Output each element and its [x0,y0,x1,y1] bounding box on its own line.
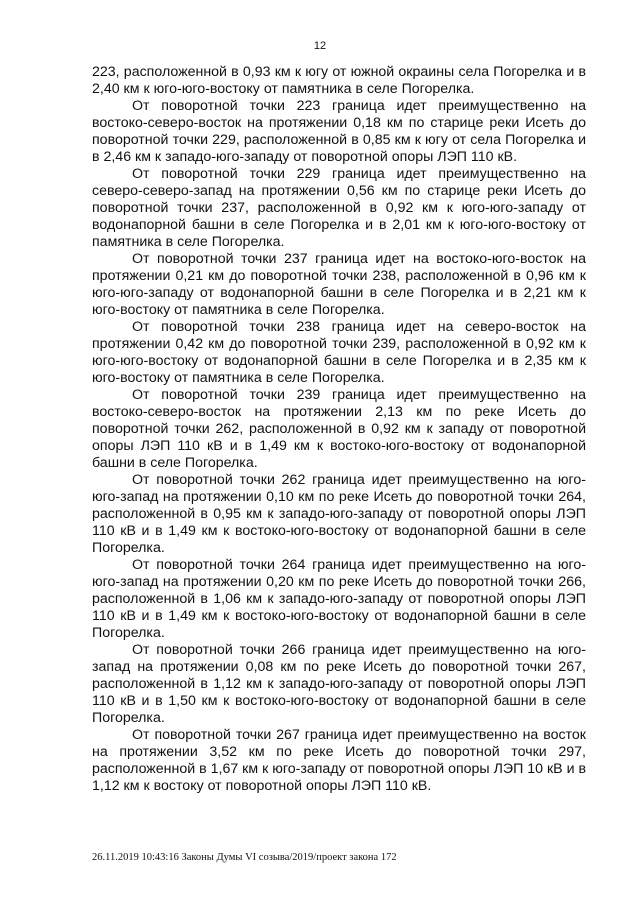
paragraph-8: От поворотной точки 264 граница идет преимущественно на юго-юго-запад на протяжении 0,20 км по реке Исеть до поворотной точки 266, расположенной в 1,06 км к западо-юго-западу от поворотной опоры ЛЭП 110 кВ и в 1,49 км к востоко-юго-востоку от водонапорной башни в селе Погорелка. [92,557,586,641]
page-number: 12 [313,40,327,52]
paragraph-7: От поворотной точки 262 граница идет преимущественно на юго-юго-запад на протяжении 0,10 км по реке Исеть до поворотной точки 264, расположенной в 0,95 км к западо-юго-западу от поворотной опоры ЛЭП 110 кВ и в 1,49 км к востоко-юго-востоку от водонапорной башни в селе Погорелка. [92,472,586,556]
paragraph-9: От поворотной точки 266 граница идет преимущественно на юго-запад на протяжении 0,08 км по реке Исеть до поворотной точки 267, расположенной в 1,12 км к западо-юго-западу от поворотной опоры ЛЭП 110 кВ и в 1,50 км к востоко-юго-востоку от водонапорной башни в селе Погорелка. [92,642,586,726]
document-body [92,64,586,795]
paragraph-1: 223, расположенной в 0,93 км к югу от южной окраины села Погорелка и в 2,40 км к юго-юго-востоку от памятника в селе Погорелка. [92,64,586,97]
document-footer: 26.11.2019 10:43:16 Законы Думы VI созыва/2019/проект закона 172 [92,852,397,863]
paragraph-4: От поворотной точки 237 граница идет на востоко-юго-восток на протяжении 0,21 км до поворотной точки 238, расположенной в 0,96 км к юго-юго-западу от водонапорной башни в селе Погорелка и в 2,21 км к юго-востоку от памятника в селе Погорелка. [92,251,586,318]
paragraph-2: От поворотной точки 223 граница идет преимущественно на востоко-северо-восток на протяжении 0,18 км по старице реки Исеть до поворотной точки 229, расположенной в 0,85 км к югу от села Погорелка и в 2,46 км к западо-юго-западу от поворотной опоры ЛЭП 110 кВ. [92,98,586,165]
paragraph-6: От поворотной точки 239 граница идет преимущественно на востоко-северо-восток на протяжении 2,13 км по реке Исеть до поворотной точки 262, расположенной в 0,92 км к западу от поворотной опоры ЛЭП 110 кВ и в 1,49 км к востоко-юго-востоку от водонапорной башни в селе Погорелка. [92,387,586,471]
paragraph-5: От поворотной точки 238 граница идет на северо-восток на протяжении 0,42 км до поворотной точки 239, расположенной в 0,92 км к юго-юго-востоку от водонапорной башни в селе Погорелка и в 2,35 км к юго-востоку от памятника в селе Погорелка. [92,319,586,386]
paragraph-10: От поворотной точки 267 граница идет преимущественно на восток на протяжении 3,52 км по реке Исеть до поворотной точки 297, расположенной в 1,67 км к юго-западу от поворотной опоры ЛЭП 10 кВ и в 1,12 км к востоку от поворотной опоры ЛЭП 110 кВ. [92,727,586,794]
paragraph-3: От поворотной точки 229 граница идет преимущественно на северо-северо-запад на протяжении 0,56 км по старице реки Исеть до поворотной точки 237, расположенной в 0,92 км к юго-юго-западу от водонапорной башни в селе Погорелка и в 2,01 км к юго-юго-востоку от памятника в селе Погорелка. [92,166,586,250]
